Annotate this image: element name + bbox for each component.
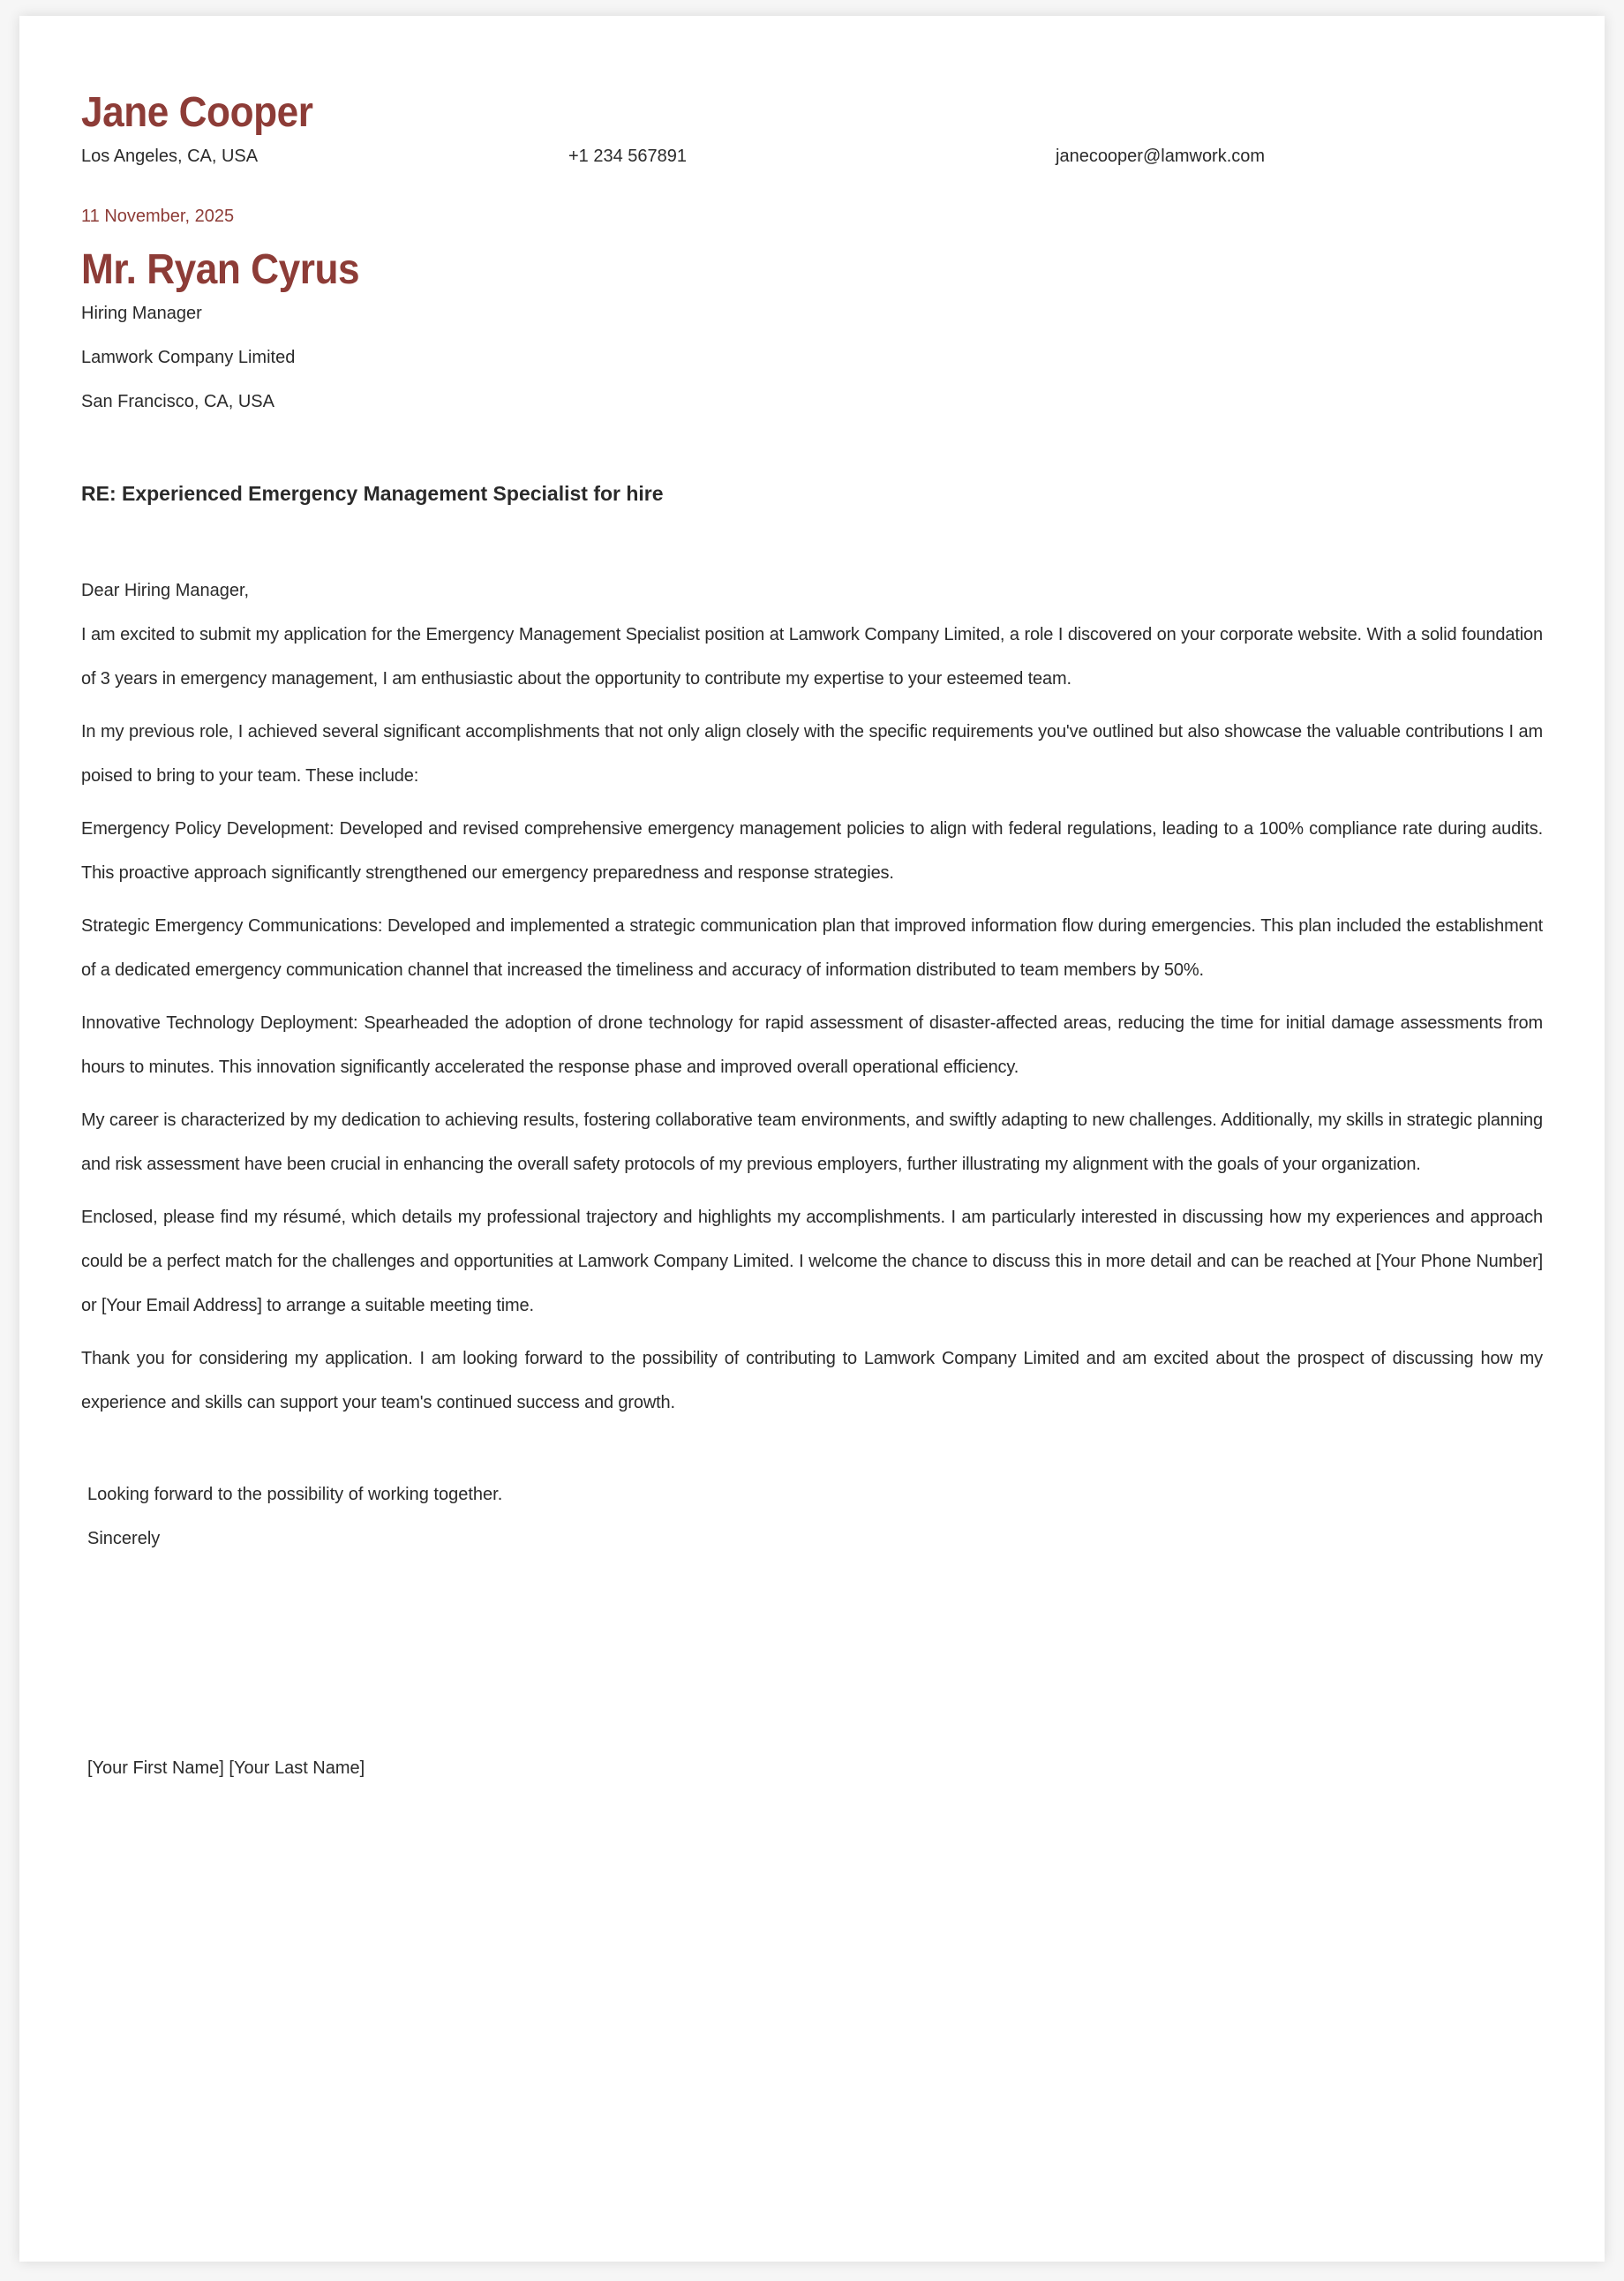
signature: [Your First Name] [Your Last Name] xyxy=(87,1758,365,1778)
body-paragraph: My career is characterized by my dedication to achieving results, fostering collaborative team environments, and swiftly adapting to new challenges. Additionally, my skills in strategic planning and risk assessment have been crucial in enhancing the overall safety protocols of my previous employers, further illustrating my alignment with the goals of your organization. xyxy=(81,1110,1543,1174)
sender-name: Jane Cooper xyxy=(81,89,313,136)
letter-page xyxy=(19,16,1605,2262)
sender-contact xyxy=(81,143,1543,169)
sender-email: janecooper@lamwork.com xyxy=(1056,147,1266,166)
subject-line: RE: Experienced Emergency Management Specialist for hire xyxy=(81,482,664,505)
greeting: Dear Hiring Manager, xyxy=(81,581,250,600)
body-paragraph: Enclosed, please find my résumé, which details my professional trajectory and highlights my accomplishments. I am particularly interested in discussing how my experiences and approach could be a perfect match for the challenges and opportunities at Lamwork Company Limited. I welcome the chance to discuss this in more detail and can be reached at [Your Phone Number] or [Your Email Address] to arrange a suitable meeting time. xyxy=(81,1208,1543,1315)
body-paragraph: Innovative Technology Deployment: Spearheaded the adoption of drone technology for rapid assessment of disaster-affected areas, reducing the time for initial damage assessments from hours to minutes. This innovation significantly accelerated the response phase and improved overall operational efficiency. xyxy=(81,1013,1543,1077)
body-paragraph: Strategic Emergency Communications: Developed and implemented a strategic communication plan that improved information flow during emergencies. This plan included the establishment of a dedicated emergency communication channel that increased the timeliness and accuracy of information distributed to team members by 50%. xyxy=(81,916,1543,980)
recipient-company: Lamwork Company Limited xyxy=(81,348,296,367)
body-paragraph: Emergency Policy Development: Developed and revised comprehensive emergency management policies to align with federal regulations, leading to a 100% compliance rate during audits. This proactive approach significantly strengthened our emergency preparedness and response strategies. xyxy=(81,819,1543,883)
sender-phone: +1 234 567891 xyxy=(568,147,688,166)
closing-salutation: Sincerely xyxy=(87,1529,161,1548)
recipient-name: Mr. Ryan Cyrus xyxy=(81,246,360,293)
body-paragraph: In my previous role, I achieved several significant accomplishments that not only align closely with the specific requirements you've outlined but also showcase the valuable contributions I am poised to bring to your team. These include: xyxy=(81,722,1543,786)
sender-location: Los Angeles, CA, USA xyxy=(81,147,259,166)
closing-line: Looking forward to the possibility of working together. xyxy=(87,1485,503,1504)
closing xyxy=(81,1472,1543,1561)
body-paragraph: I am excited to submit my application for the Emergency Management Specialist position at Lamwork Company Limited, a role I discovered on your corporate website. With a solid foundation of 3 years in emergency management, I am enthusiastic about the opportunity to contribute my expertise to your esteemed team. xyxy=(81,625,1543,689)
letter-date: 11 November, 2025 xyxy=(81,207,235,226)
recipient-title: Hiring Manager xyxy=(81,304,202,323)
body-paragraph: Thank you for considering my application. I am looking forward to the possibility of contributing to Lamwork Company Limited and am excited about the prospect of discussing how my experience and skills can support your team's continued success and growth. xyxy=(81,1349,1543,1412)
recipient-location: San Francisco, CA, USA xyxy=(81,392,274,411)
